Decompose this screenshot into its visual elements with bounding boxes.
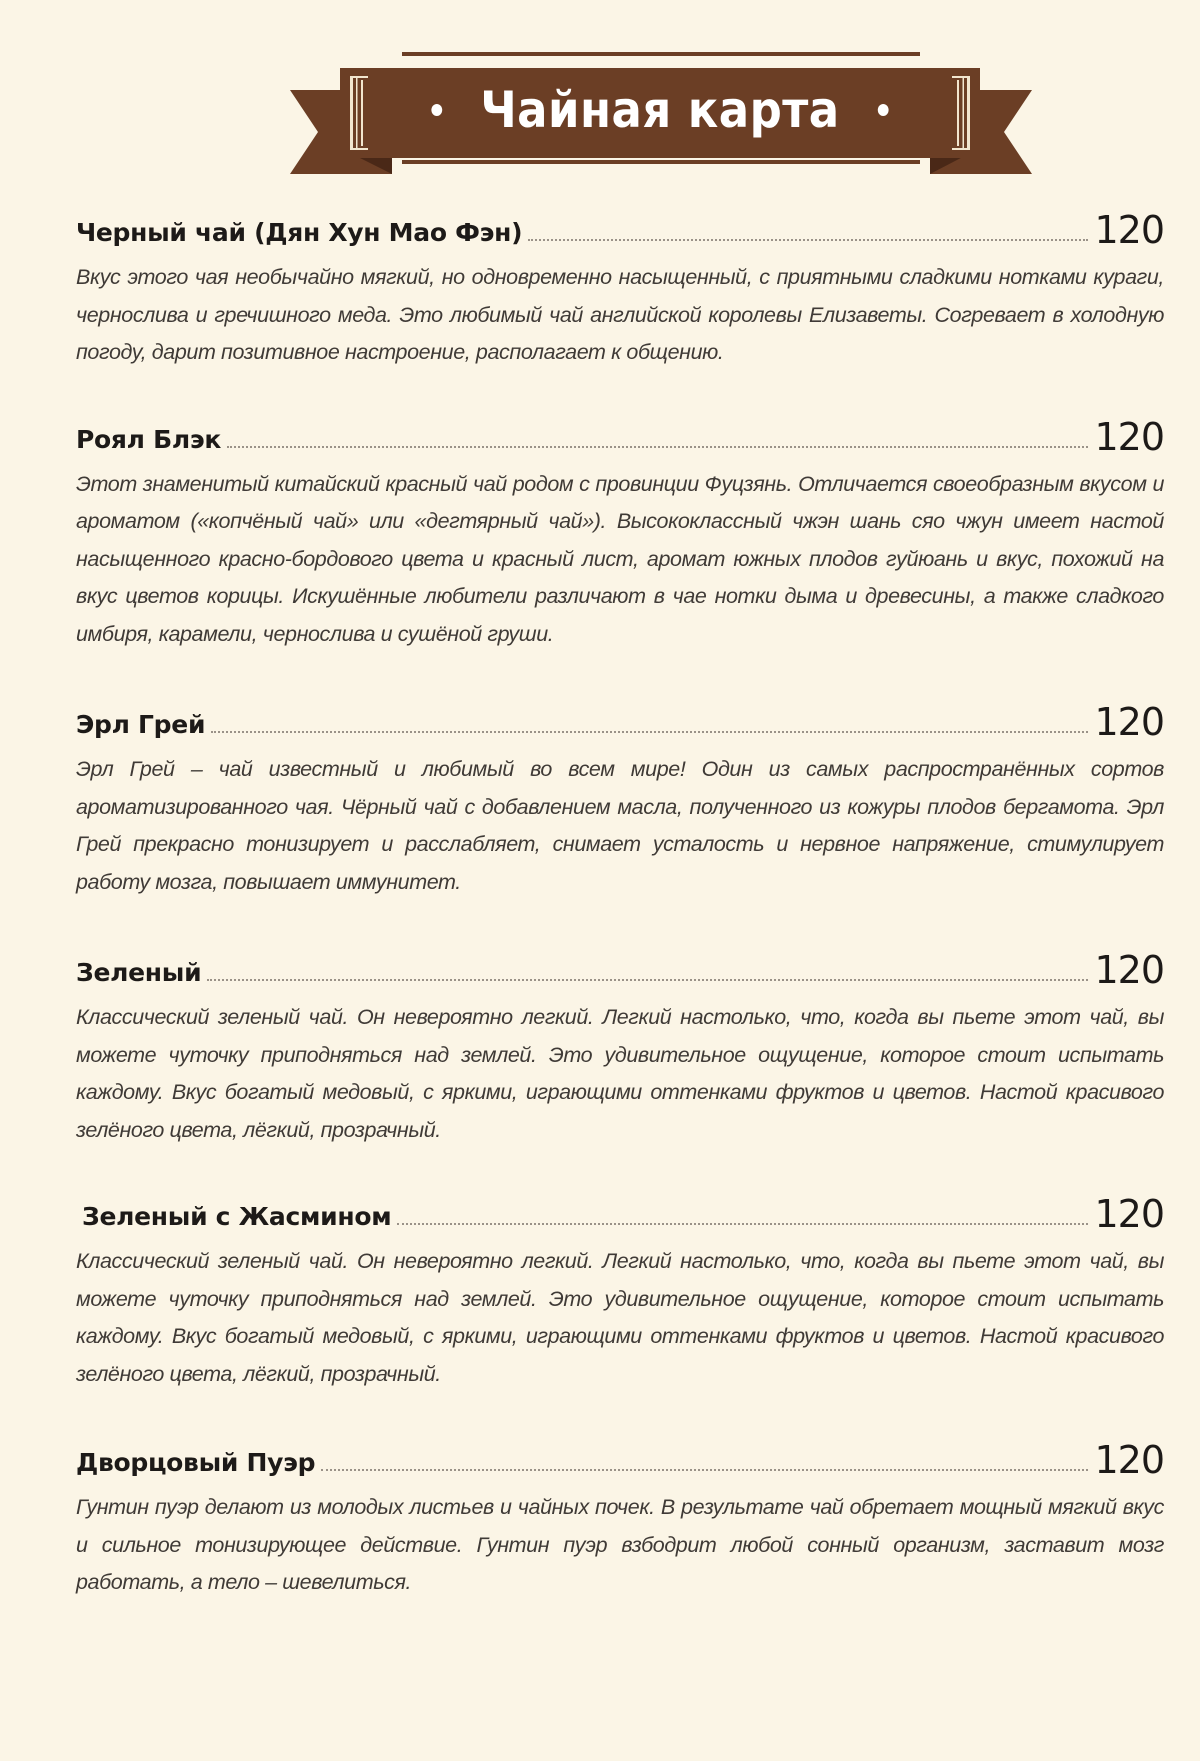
menu-item-price: 120	[1094, 700, 1164, 744]
page-title: Чайная карта	[480, 81, 840, 139]
menu-item	[76, 412, 1164, 654]
menu-item-price: 120	[1094, 208, 1164, 252]
menu-item-header	[76, 945, 1164, 992]
menu-item-name: Черный чай (Дян Хун Мао Фэн)	[76, 218, 523, 247]
menu-item-description: Вкус этого чая необычайно мягкий, но одновременно насыщенный, с приятными сладкими нотками кураги, чернослива и гречишного меда. Это любимый чай английской королевы Елизаветы. Согревает в холодную погоду, дарит позитивное настроение, располагает к общению.	[76, 265, 1164, 364]
menu-item	[76, 205, 1164, 372]
bullet-dot-left	[432, 104, 443, 116]
menu-item-header	[76, 205, 1164, 252]
menu-item-price: 120	[1094, 1438, 1164, 1482]
dotted-leader	[321, 1468, 1088, 1471]
menu-item-header	[76, 697, 1164, 744]
menu-item-price: 120	[1094, 414, 1164, 459]
menu-item-name: Зеленый с Жасмином	[82, 1202, 392, 1231]
menu-item-price: 120	[1094, 948, 1164, 992]
menu-item-description: Этот знаменитый китайский красный чай родом с провинции Фуцзянь. Отличается своеобразным вкусом и ароматом («копчёный чай» или «дегтярный чай»). Высококлассный чжэн шань сяо чжун имеет настой насыщенного красно-бордового цвета и красный лист, аромат южных плодов гуйюань и вкус, похожий на вкус цветов корицы. Искушённые любители различают в чае нотки дыма и древесины, а также сладкого имбиря, карамели, чернослива и сушёной груши.	[76, 471, 1164, 646]
menu-item-description: Эрл Грей – чай известный и любимый во всем мире! Один из самых распространённых сортов ароматизированного чая. Чёрный чай с добавлением масла, полученного из кожуры плодов бергамота. Эрл Грей прекрасно тонизирует и расслабляет, снимает усталость и нервное напряжение, стимулирует работу мозга, повышает иммунитет.	[76, 757, 1164, 894]
title-banner	[0, 0, 1200, 190]
menu-item-name: Роял Блэк	[76, 424, 222, 454]
page-title-row	[372, 72, 948, 148]
menu-item	[76, 1435, 1164, 1602]
menu-item-header	[76, 412, 1164, 459]
menu-item	[76, 697, 1164, 901]
menu-item-name: Зеленый	[76, 958, 202, 987]
dotted-leader	[397, 1222, 1088, 1225]
dotted-leader	[227, 445, 1088, 448]
tea-menu-list	[76, 205, 1164, 1642]
menu-item-description: Классический зеленый чай. Он невероятно легкий. Легкий настолько, что, когда вы пьете этот чай, вы можете чуточку приподняться над землей. Это удивительное ощущение, которое стоит испытать каждому. Вкус богатый медовый, с яркими, играющими оттенками фруктов и цветов. Настой красивого зелёного цвета, лёгкий, прозрачный.	[76, 1249, 1164, 1386]
bullet-dot-right	[877, 104, 888, 116]
menu-item-description: Гунтин пуэр делают из молодых листьев и чайных почек. В результате чай обретает мощный мягкий вкус и сильное тонизирующее действие. Гунтин пуэр взбодрит любой сонный организм, заставит мозг работать, а тело – шевелиться.	[76, 1495, 1164, 1594]
dotted-leader	[207, 978, 1088, 981]
dotted-leader	[211, 730, 1088, 733]
menu-item-header	[76, 1189, 1164, 1236]
menu-item-name: Эрл Грей	[76, 710, 206, 739]
menu-item-header	[76, 1435, 1164, 1482]
menu-item-price: 120	[1094, 1192, 1164, 1236]
menu-item	[76, 1189, 1164, 1393]
menu-item	[76, 945, 1164, 1149]
menu-item-name: Дворцовый Пуэр	[76, 1448, 316, 1477]
menu-item-description: Классический зеленый чай. Он невероятно легкий. Легкий настолько, что, когда вы пьете этот чай, вы можете чуточку приподняться над землей. Это удивительное ощущение, которое стоит испытать каждому. Вкус богатый медовый, с яркими, играющими оттенками фруктов и цветов. Настой красивого зелёного цвета, лёгкий, прозрачный.	[76, 1005, 1164, 1142]
dotted-leader	[528, 238, 1088, 241]
